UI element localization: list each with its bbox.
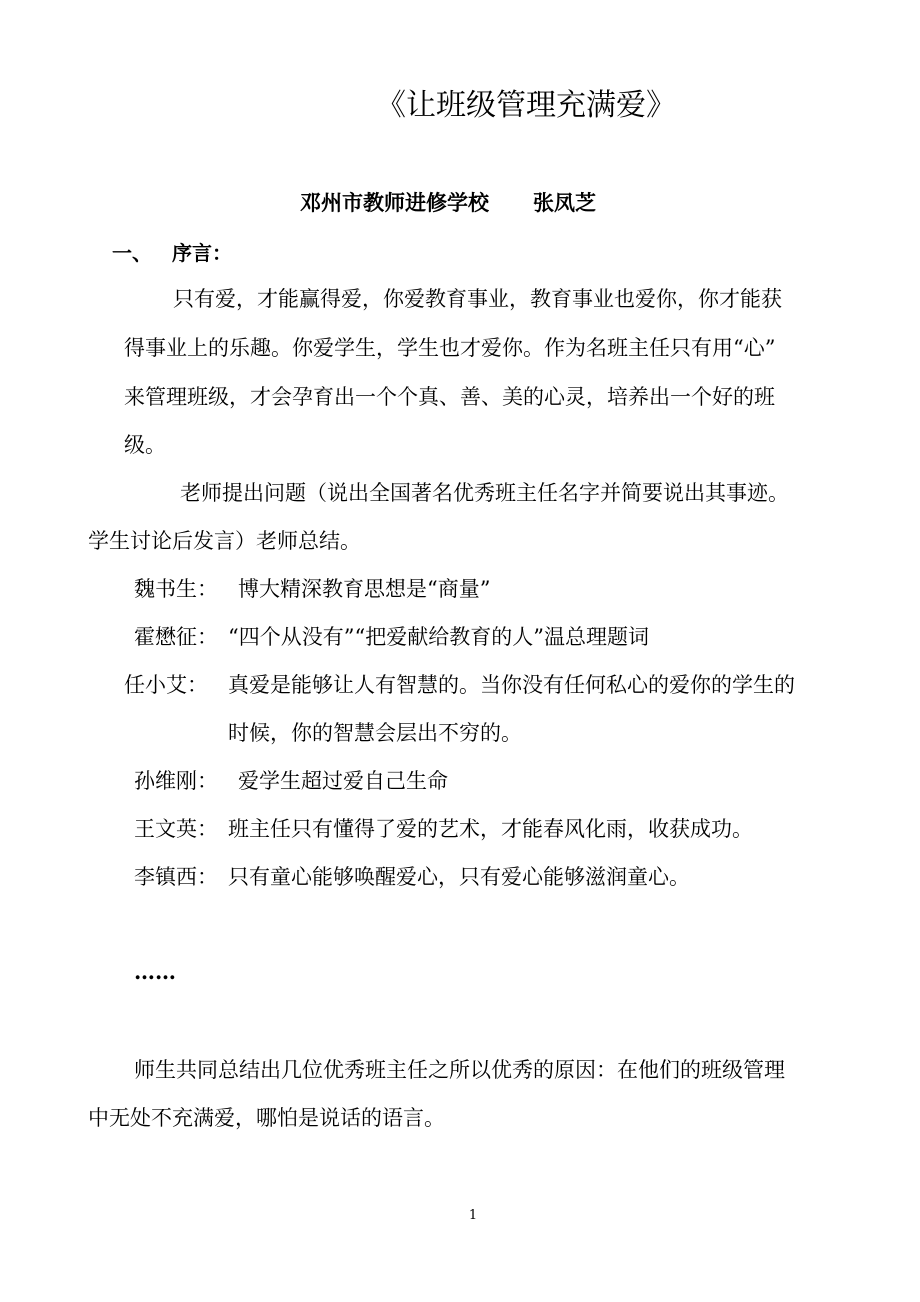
quote-item <box>134 815 753 843</box>
paragraph-line: 中无处不充满爱，哪怕是说话的语言。 <box>88 1106 445 1130</box>
paragraph-line: 老师提出问题（说出全国著名优秀班主任名字并简要说出其事迹。 <box>180 481 789 505</box>
quote-text: 爱学生超过爱自己生命 <box>238 769 448 793</box>
quote-name: 李镇西： <box>134 865 218 889</box>
quote-text: 班主任只有懂得了爱的艺术，才能春风化雨，收获成功。 <box>228 817 753 841</box>
paragraph-line: 来管理班级，才会孕育出一个个真、善、美的心灵，培养出一个好的班 <box>124 385 775 409</box>
quote-name: 任小艾： <box>124 673 208 697</box>
quote-text: 博大精深教育思想是“商量” <box>238 577 491 601</box>
quote-name: 孙维刚： <box>134 769 218 793</box>
quote-name: 霍懋征： <box>134 625 218 649</box>
quote-item <box>134 863 690 891</box>
paragraph-line: 学生讨论后发言）老师总结。 <box>88 529 361 553</box>
document-title: 《让班级管理充满爱》 <box>376 88 676 123</box>
quote-text: 只有童心能够唤醒爱心，只有爱心能够滋润童心。 <box>228 865 690 889</box>
quote-item <box>124 671 795 699</box>
quote-continuation: 时候，你的智慧会层出不穷的。 <box>228 721 522 745</box>
quote-text: “四个从没有”“把爱献给教育的人”温总理题词 <box>228 625 649 649</box>
quote-name: 魏书生： <box>134 577 218 601</box>
author-name: 张凤芝 <box>533 190 596 215</box>
school-name: 邓州市教师进修学校 <box>300 190 489 215</box>
section-title: 序言： <box>172 241 232 265</box>
section-number: 一、 <box>112 241 152 265</box>
quote-item <box>134 575 490 603</box>
page-number: 1 <box>468 1208 478 1223</box>
author-line <box>300 189 596 217</box>
paragraph-line: 级。 <box>124 433 166 457</box>
section-heading <box>112 239 232 267</box>
quote-item <box>134 767 448 795</box>
paragraph-line: 只有爱，才能赢得爱，你爱教育事业，教育事业也爱你，你才能获 <box>173 287 782 311</box>
paragraph-line: 得事业上的乐趣。你爱学生，学生也才爱你。作为名班主任只有用“心” <box>124 336 776 360</box>
quote-text: 真爱是能够让人有智慧的。当你没有任何私心的爱你的学生的 <box>228 673 795 697</box>
quote-name: 王文英： <box>134 817 218 841</box>
ellipsis: …… <box>134 959 176 984</box>
quote-item <box>134 623 649 651</box>
paragraph-line: 师生共同总结出几位优秀班主任之所以优秀的原因：在他们的班级管理 <box>134 1058 785 1082</box>
